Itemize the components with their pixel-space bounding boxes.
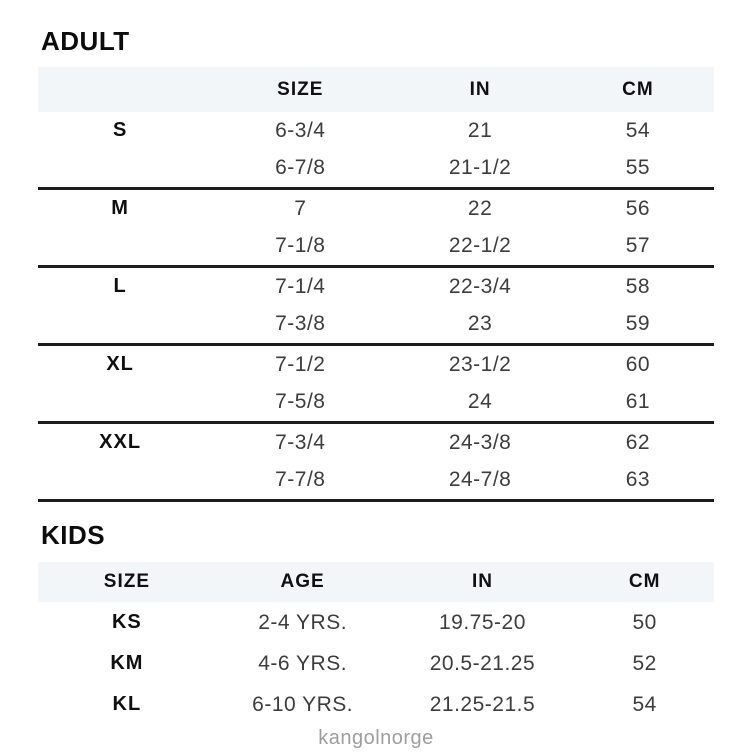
size-cell: 7-1/2 [275, 352, 326, 376]
kids-size-table [38, 562, 714, 725]
adult-table-header-row [38, 67, 714, 112]
size-cell: 7-3/4 [275, 430, 326, 454]
size-cell: 7-1/4 [275, 274, 326, 298]
table-row [38, 684, 714, 725]
size-cell: 7 [294, 196, 307, 220]
adult-size-group-xl [38, 346, 714, 424]
in-cell: 21 [467, 118, 493, 142]
in-cell: 22-1/2 [448, 234, 512, 258]
size-cell: 6-3/4 [275, 118, 326, 142]
cm-cell: 59 [625, 312, 651, 336]
cm-cell: 54 [632, 692, 657, 716]
size-cell: 7-5/8 [275, 390, 326, 414]
kids-section-title: KIDS [41, 520, 106, 550]
in-cell: 19.75-20 [438, 610, 526, 634]
in-cell: 21-1/2 [448, 156, 512, 180]
table-row [38, 268, 714, 306]
adult-size-group-l [38, 268, 714, 346]
table-row [38, 306, 714, 344]
table-row [38, 424, 714, 462]
cm-cell: 61 [625, 390, 651, 414]
cm-cell: 54 [625, 118, 651, 142]
cm-cell: 55 [625, 156, 651, 180]
size-label: KS [111, 611, 142, 633]
size-label: M [111, 197, 129, 220]
size-cell: 7-7/8 [275, 468, 326, 492]
cm-cell: 56 [625, 196, 651, 220]
in-cell: 21.25-21.5 [429, 692, 536, 716]
size-label: S [112, 119, 128, 142]
in-cell: 23-1/2 [448, 352, 512, 376]
adult-size-table [38, 67, 714, 502]
age-cell: 4-6 YRS. [258, 651, 348, 675]
table-row [38, 150, 714, 188]
kids-table-header-row [38, 562, 714, 602]
age-cell: 2-4 YRS. [258, 610, 348, 634]
table-row [38, 228, 714, 266]
size-cell: 7-1/8 [275, 234, 326, 258]
adult-header-in: IN [469, 78, 491, 100]
cm-cell: 52 [632, 651, 657, 675]
table-row [38, 190, 714, 228]
size-label: L [113, 275, 127, 298]
table-row [38, 384, 714, 422]
adult-size-group-m [38, 190, 714, 268]
in-cell: 22 [467, 196, 493, 220]
adult-size-group-xxl [38, 424, 714, 502]
footer-brand-text: kangolnorge [318, 727, 434, 749]
cm-cell: 60 [625, 352, 651, 376]
cm-cell: 58 [625, 274, 651, 298]
kids-header-cm: CM [628, 571, 661, 592]
adult-size-group-s [38, 112, 714, 190]
kids-header-in: IN [471, 571, 493, 592]
size-label: KM [110, 652, 144, 674]
in-cell: 24-3/8 [448, 430, 512, 454]
size-label: KL [112, 693, 142, 715]
in-cell: 24-7/8 [448, 468, 512, 492]
cm-cell: 57 [625, 234, 651, 258]
kids-header-age: AGE [280, 571, 325, 592]
table-row [38, 346, 714, 384]
size-cell: 6-7/8 [275, 156, 326, 180]
adult-section-title: ADULT [41, 26, 130, 56]
kids-header-size: SIZE [103, 571, 150, 592]
in-cell: 22-3/4 [448, 274, 512, 298]
table-row [38, 112, 714, 150]
in-cell: 20.5-21.25 [429, 651, 536, 675]
size-label: XL [106, 353, 134, 376]
size-label: XXL [99, 431, 142, 454]
in-cell: 24 [467, 390, 493, 414]
adult-header-size: SIZE [277, 78, 324, 100]
size-cell: 7-3/8 [275, 312, 326, 336]
in-cell: 23 [467, 312, 493, 336]
table-row [38, 643, 714, 684]
adult-header-cm: CM [622, 78, 654, 100]
table-row [38, 462, 714, 500]
age-cell: 6-10 YRS. [252, 692, 354, 716]
table-row [38, 602, 714, 643]
cm-cell: 50 [632, 610, 657, 634]
cm-cell: 63 [625, 468, 651, 492]
cm-cell: 62 [625, 430, 651, 454]
